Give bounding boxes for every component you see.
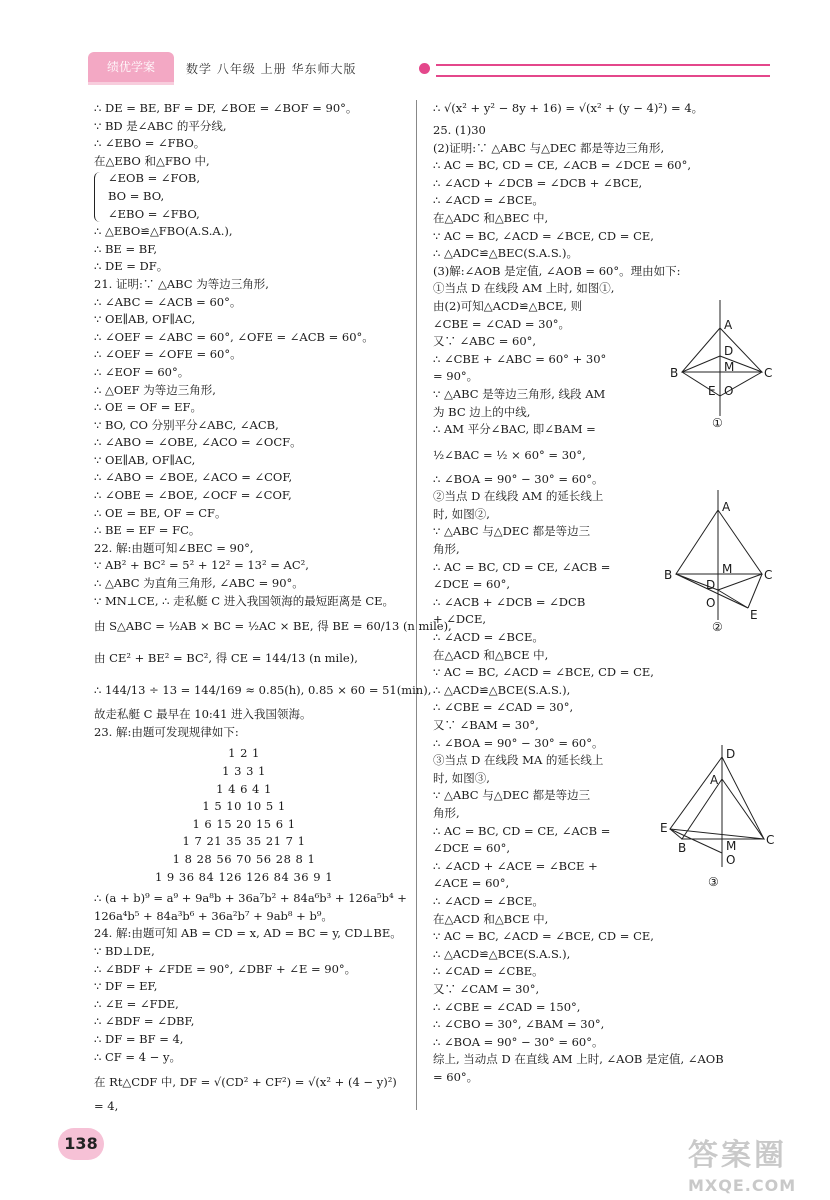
text-line: ∵ OE∥AB, OF∥AC, — [94, 312, 196, 327]
text-line: ②当点 D 在线段 AM 的延长线上 — [433, 489, 604, 504]
point-label: O — [726, 853, 736, 867]
text-line: 在△ACD 和△BCE 中, — [433, 911, 549, 926]
text-line: 126a⁴b⁵ + 84a³b⁶ + 36a²b⁷ + 9ab⁸ + b⁹。 — [94, 908, 333, 923]
text-line: ∵ AC = BC, ∠ACD = ∠BCE, CD = CE, — [433, 665, 654, 680]
text-line: 25. (1)30 — [433, 123, 486, 137]
text-line: ∴ ∠BDF + ∠FDE = 90°, ∠DBF + ∠E = 90°。 — [94, 961, 357, 976]
text-line: ∴ ∠ABO = ∠BOE, ∠ACO = ∠COF, — [94, 470, 293, 485]
point-label: E — [750, 608, 758, 622]
point-label: A — [724, 318, 733, 332]
text-line: ∴ ∠BOA = 90° − 30° = 60°。 — [433, 471, 604, 486]
brace-condition-group — [94, 170, 412, 223]
point-label: O — [724, 384, 734, 398]
text-line: BO = BO, — [108, 188, 165, 203]
point-label: E — [660, 821, 668, 835]
point-label: C — [766, 833, 775, 847]
text-line: 在△EBO 和△FBO 中, — [94, 153, 210, 168]
text-line: ∴ ∠ACD + ∠DCB = ∠DCB + ∠BCE, — [433, 175, 643, 190]
text-line: ∴ OE = BE, OF = CF。 — [94, 505, 227, 520]
text-line: ∵ DF = EF, — [94, 979, 158, 994]
text-line: ∴ BE = BF, — [94, 241, 158, 256]
text-line: ∴ ∠CBO = 30°, ∠BAM = 30°, — [433, 1017, 605, 1032]
text-line: 又∵ ∠CAM = 30°, — [433, 981, 540, 996]
text-line: ∠DCE = 60°, — [433, 577, 511, 592]
text-line: 由 S△ABC = ½AB × BC = ½AC × BE, 得 BE = 60/13 (n mile), — [94, 619, 452, 634]
text-line: = 60°。 — [433, 1069, 479, 1084]
text-line: ∵ BO, CO 分别平分∠ABC, ∠ACB, — [94, 417, 279, 432]
text-line: ∴ 144/13 ÷ 13 = 144/169 ≈ 0.85(h), 0.85 × 60 = 51(min), — [94, 683, 432, 698]
point-label: D — [724, 344, 734, 358]
text-line: ∴ △EBO≌△FBO(A.S.A.), — [94, 224, 233, 239]
text-line: ∴ △ACD≌△BCE(S.A.S.), — [433, 682, 571, 697]
point-label: D — [706, 578, 716, 592]
text-line: ③当点 D 在线段 MA 的延长线上 — [433, 753, 604, 768]
text-line: ∴ ∠ACB + ∠DCB = ∠DCB — [433, 594, 586, 609]
header-tab: 绩优学案 — [88, 52, 174, 82]
text-line: ∴ ∠ACD = ∠BCE。 — [433, 193, 544, 208]
text-line: ∴ AM 平分∠BAC, 即∠BAM = — [433, 422, 596, 437]
point-label: A — [710, 773, 719, 787]
watermark — [688, 1130, 818, 1194]
pascal-row: 1 7 21 35 35 21 7 1 — [182, 834, 306, 849]
text-line: ∴ ∠CBE + ∠ABC = 60° + 30° — [433, 351, 607, 366]
text-line: ∵ AC = BC, ∠ACD = ∠BCE, CD = CE, — [433, 929, 654, 944]
pascal-row: 1 2 1 — [228, 746, 260, 761]
text-line: ∠ACE = 60°, — [433, 876, 510, 891]
text-line: ∴ ∠ACD = ∠BCE。 — [433, 893, 544, 908]
text-line: ∴ CF = 4 − y。 — [94, 1049, 181, 1064]
text-line: ∴ AC = BC, CD = CE, ∠ACB = ∠DCE = 60°, — [433, 158, 692, 173]
text-line: ∵ AB² + BC² = 5² + 12² = 13² = AC², — [94, 558, 309, 573]
text-line: ∵ AC = BC, ∠ACD = ∠BCE, CD = CE, — [433, 228, 654, 243]
text-line: 由(2)可知△ACD≌△BCE, 则 — [433, 298, 583, 313]
pascal-row: 1 4 6 4 1 — [216, 781, 272, 796]
text-line: ∠CBE = ∠CAD = 30°。 — [433, 316, 571, 331]
text-line: ∴ OE = OF = EF。 — [94, 400, 202, 415]
point-label: A — [722, 500, 731, 514]
text-line: ∴ ∠EOF = 60°。 — [94, 364, 190, 379]
header-tab-underline — [88, 82, 174, 85]
point-label: M — [722, 562, 733, 576]
text-line: ∵ △ABC 与△DEC 都是等边三 — [433, 524, 591, 539]
text-line: ∠EBO = ∠FBO, — [108, 206, 200, 221]
text-line: ∴ ∠OEF = ∠OFE = 60°。 — [94, 347, 242, 362]
text-line: ∴ ∠BDF = ∠DBF, — [94, 1014, 195, 1029]
text-line: ∴ ∠BOA = 90° − 30° = 60°。 — [433, 735, 604, 750]
text-line: ∴ ∠E = ∠FDE, — [94, 996, 179, 1011]
text-line: ∵ BD 是∠ABC 的平分线, — [94, 118, 227, 133]
figure-caption: ② — [712, 620, 723, 634]
figure-2 — [664, 490, 784, 640]
text-line: ∴ ∠ABO = ∠OBE, ∠ACO = ∠OCF。 — [94, 435, 302, 450]
figure-1 — [668, 300, 784, 430]
left-column — [94, 100, 452, 1116]
text-line: ∴ △ABC 为直角三角形, ∠ABC = 90°。 — [94, 576, 304, 591]
text-line: ∴ ∠BOA = 90° − 30° = 60°。 — [433, 1034, 604, 1049]
pascal-row: 1 6 15 20 15 6 1 — [192, 816, 296, 831]
point-label: C — [764, 366, 773, 380]
text-line: ∴ △ADC≌△BEC(S.A.S.)。 — [433, 246, 578, 261]
text-line: ∴ ∠EBO = ∠FBO。 — [94, 136, 206, 151]
header-rule — [436, 64, 770, 77]
pascal-row: 1 5 10 10 5 1 — [202, 799, 286, 814]
point-label: C — [764, 568, 773, 582]
text-line: 故走私艇 C 最早在 10:41 进入我国领海。 — [94, 707, 312, 722]
text-line: ∴ AC = BC, CD = CE, ∠ACB = — [433, 823, 611, 838]
text-line: (2)证明:∵ △ABC 与△DEC 都是等边三角形, — [433, 140, 665, 155]
figure-caption: ③ — [708, 875, 719, 889]
page-number: 138 — [58, 1128, 104, 1160]
pascal-row: 1 3 3 1 — [222, 764, 266, 778]
text-line: 在 Rt△CDF 中, DF = √(CD² + CF²) = √(x² + (4 − y)²) — [94, 1075, 397, 1090]
point-label: D — [726, 747, 736, 761]
text-line: ∴ ∠OBE = ∠BOE, ∠OCF = ∠COF, — [94, 488, 292, 503]
point-label: B — [670, 366, 679, 380]
watermark-logo: 答案圈 — [688, 1138, 787, 1173]
text-line: ∴ DE = BE, BF = DF, ∠BOE = ∠BOF = 90°。 — [94, 101, 358, 115]
text-line: ∴ ∠CBE = ∠CAD = 150°, — [433, 999, 581, 1014]
column-divider — [416, 100, 417, 1110]
watermark-site: MXQE.COM — [688, 1176, 797, 1195]
text-line: ∴ DE = DF。 — [94, 259, 169, 274]
text-line: 时, 如图③, — [433, 770, 490, 785]
text-line: 21. 证明:∵ △ABC 为等边三角形, — [94, 276, 269, 291]
text-line: ∴ √(x² + y² − 8y + 16) = √(x² + (y − 4)²) = 4。 — [433, 101, 704, 115]
text-line: 又∵ ∠ABC = 60°, — [433, 334, 537, 349]
text-line: ½∠BAC = ½ × 60° = 30°, — [433, 447, 586, 462]
text-line: ∴ ∠ACD + ∠ACE = ∠BCE + — [433, 858, 598, 873]
text-line: 角形, — [433, 542, 460, 557]
figure-3 — [660, 745, 784, 895]
text-line: 在△ADC 和△BEC 中, — [433, 210, 549, 225]
text-line: ∵ BD⊥DE, — [94, 943, 155, 958]
text-line: 综上, 当动点 D 在直线 AM 上时, ∠AOB 是定值, ∠AOB — [433, 1052, 724, 1067]
point-label: B — [664, 568, 673, 582]
brace-icon — [94, 172, 103, 222]
text-line: 24. 解:由题可知 AB = CD = x, AD = BC = y, CD⊥BE。 — [94, 926, 402, 941]
figure-caption: ① — [712, 416, 723, 430]
text-line: ∴ ∠CAD = ∠CBE。 — [433, 964, 544, 979]
header-dot-icon — [419, 63, 430, 74]
text-line: ∴ (a + b)⁹ = a⁹ + 9a⁸b + 36a⁷b² + 84a⁶b³ + 126a⁵b⁴ + — [94, 891, 407, 906]
text-line: ∴ ∠OEF = ∠ABC = 60°, ∠OFE = ∠ACB = 60°。 — [94, 329, 374, 344]
text-line: (3)解:∠AOB 是定值, ∠AOB = 60°。理由如下: — [433, 263, 681, 278]
text-line: ①当点 D 在线段 AM 上时, 如图①, — [433, 281, 615, 296]
text-line: + ∠DCE, — [433, 612, 486, 627]
text-line: 角形, — [433, 805, 460, 820]
text-line: ∴ △OEF 为等边三角形, — [94, 382, 216, 397]
text-line: ∴ BE = EF = FC。 — [94, 523, 201, 538]
text-line: ∴ △ACD≌△BCE(S.A.S.), — [433, 946, 571, 961]
text-line: ∵ OE∥AB, OF∥AC, — [94, 452, 196, 467]
point-label: E — [708, 384, 716, 398]
text-line: ∵ △ABC 是等边三角形, 线段 AM — [433, 386, 606, 401]
header-title: 数学 八年级 上册 华东师大版 — [186, 62, 357, 76]
text-line: ∠DCE = 60°, — [433, 841, 511, 856]
text-line: 时, 如图②, — [433, 506, 490, 521]
text-line: 22. 解:由题可知∠BEC = 90°, — [94, 540, 254, 555]
point-label: M — [726, 839, 737, 853]
text-line: = 4, — [94, 1099, 119, 1114]
text-line: 23. 解:由题可发现规律如下: — [94, 724, 239, 739]
text-line: ∴ AC = BC, CD = CE, ∠ACB = — [433, 559, 611, 574]
text-line: = 90°。 — [433, 369, 479, 384]
text-line: ∵ △ABC 与△DEC 都是等边三 — [433, 788, 591, 803]
text-line: ∵ MN⊥CE, ∴ 走私艇 C 进入我国领海的最短距离是 CE。 — [94, 593, 395, 608]
pascal-triangle — [94, 745, 412, 886]
text-line: 由 CE² + BE² = BC², 得 CE = 144/13 (n mile), — [94, 651, 358, 666]
pascal-row: 1 9 36 84 126 126 84 36 9 1 — [154, 869, 334, 884]
text-line: ∠EOB = ∠FOB, — [108, 171, 201, 186]
text-line: ∴ ∠ACD = ∠BCE。 — [433, 630, 544, 645]
point-label: B — [678, 841, 687, 855]
text-line: 又∵ ∠BAM = 30°, — [433, 718, 539, 732]
figure-3-diagram — [660, 745, 784, 875]
text-line: ∴ ∠CBE = ∠CAD = 30°, — [433, 700, 574, 715]
text-line: ∴ ∠ABC = ∠ACB = 60°。 — [94, 294, 242, 309]
pascal-row: 1 8 28 56 70 56 28 8 1 — [172, 851, 316, 866]
text-line: 在△ACD 和△BCE 中, — [433, 647, 549, 662]
point-label: M — [724, 360, 735, 374]
point-label: O — [706, 596, 716, 610]
text-line: ∴ DF = BF = 4, — [94, 1031, 184, 1046]
text-line: 为 BC 边上的中线, — [433, 404, 531, 419]
